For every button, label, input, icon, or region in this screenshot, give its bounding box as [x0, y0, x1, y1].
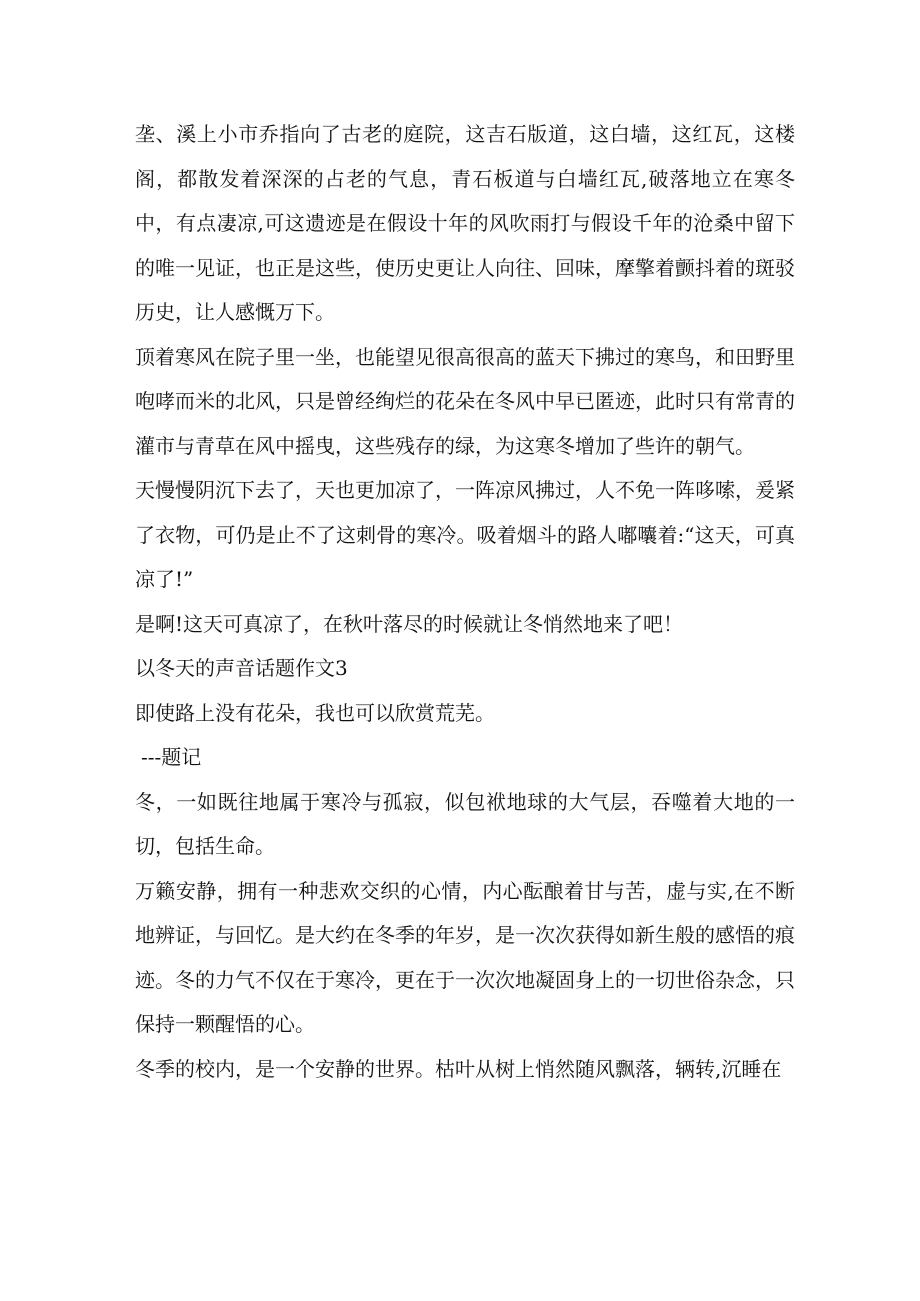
paragraph-1: 垄、溪上小市乔指向了古老的庭院，这吉石版道，这白墙，这红瓦，这楼阁，都散发着深深的占老的气息，青石板道与白墙红瓦,破落地立在寒冬中，有点凄凉,可这遗迹是在假设十年的风吹雨打与假设千年的沧桑中留下的唯一见证，也正是这些，使历史更让人向往、回味，摩擎着颤抖着的斑驳历史，让人感慨万下。	[135, 122, 795, 324]
epigraph-attribution: ---题记	[141, 745, 202, 769]
epigraph: 即使路上没有花朵，我也可以欣赏荒芜。	[135, 700, 495, 725]
paragraph-7: 冬季的校内，是一个安静的世界。枯叶从树上悄然随风飘落，辆转,沉睡在	[135, 1056, 782, 1081]
paragraph-4: 是啊!这天可真凉了，在秋叶落尽的时候就让冬悄然地来了吧！	[135, 611, 684, 636]
paragraph-2: 顶着寒风在院子里一坐，也能望见很高很高的蓝天下拂过的寒鸟，和田野里咆哮而米的北风，只是曾经绚烂的花朵在冬风中早已匿迹，此时只有常青的灌市与青草在风中摇曳，这些残存的绿，为这寒冬增加了些许的朝气。	[135, 344, 795, 458]
document-body	[135, 112, 795, 1091]
paragraph-3: 天慢慢阴沉下去了，天也更加凉了，一阵凉风拂过，人不免一阵哆嗦，爰紧了衣物，可仍是止不了这刺骨的寒冷。吸着烟斗的路人嘟囔着:“这天，可真凉了!”	[135, 478, 795, 591]
paragraph-5: 冬，一如既往地属于寒冷与孤寂，似包袱地球的大气层，吞噬着大地的一切，包括生命。	[135, 789, 795, 858]
section-heading: 以冬天的声音话题作文3	[135, 656, 348, 680]
paragraph-6: 万籁安静，拥有一种悲欢交织的心情，内心酝酿着甘与苦，虚与实,在不断地辨证，与回忆。是大约在冬季的年岁，是一次次获得如新生般的感悟的痕迹。冬的力气不仅在于寒冷，更在于一次次地凝固身上的一切世俗杂念，只保持一颗醒悟的心。	[135, 878, 795, 1036]
